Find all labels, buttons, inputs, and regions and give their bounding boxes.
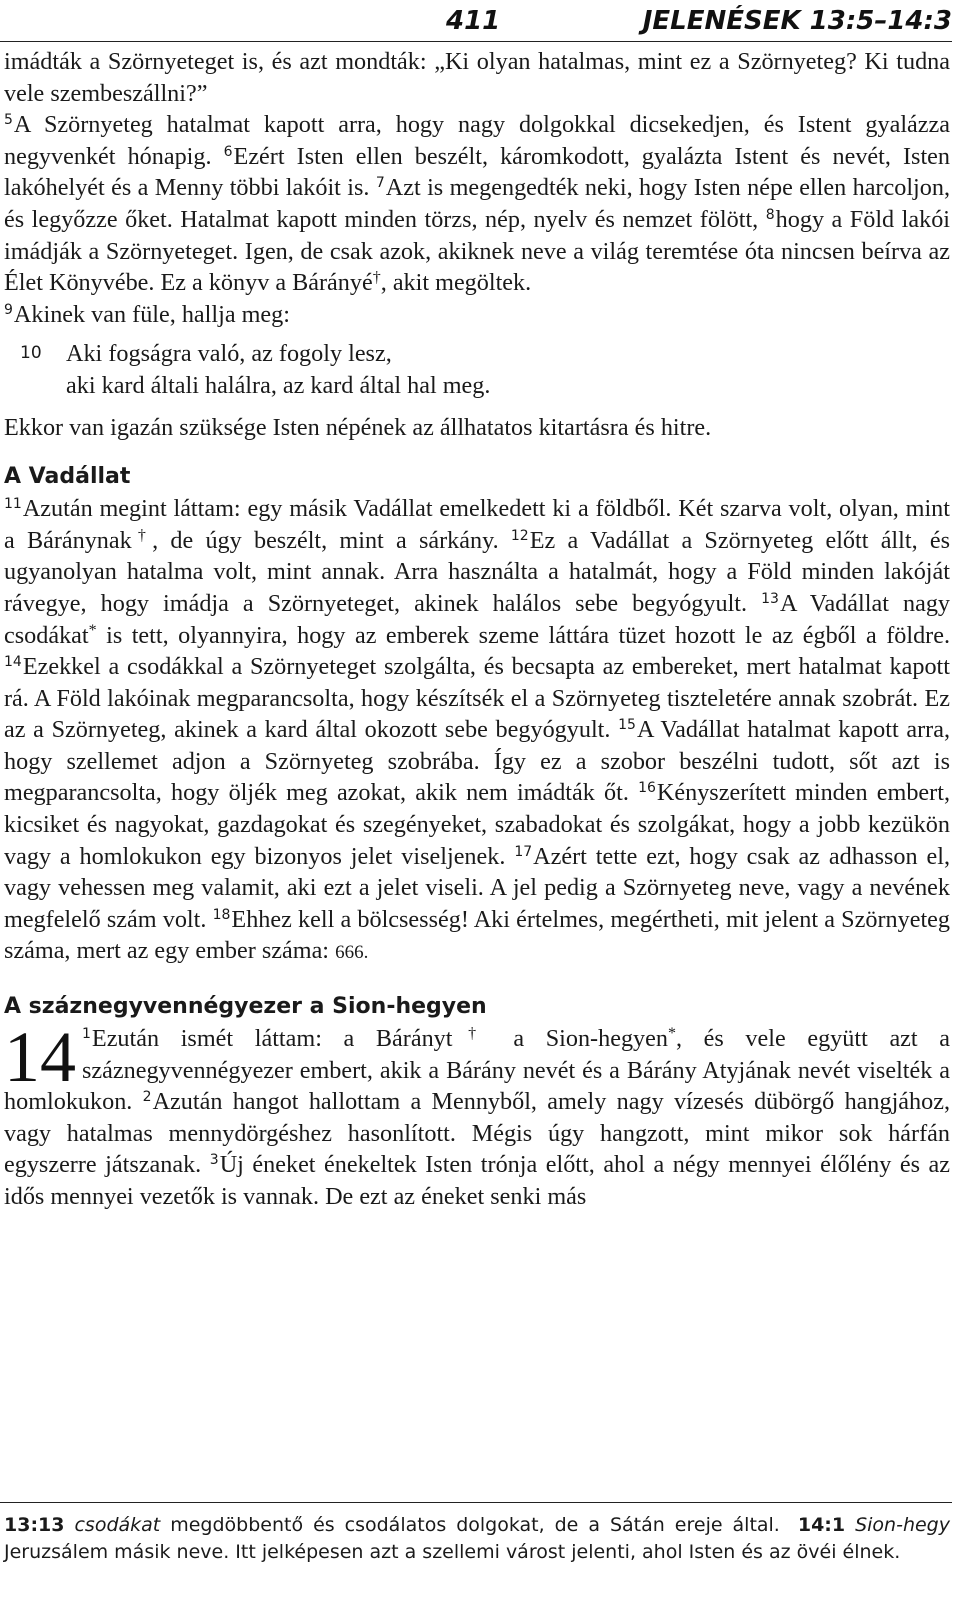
verse-number: 6 — [223, 143, 233, 160]
verse-text: Kényszerített minden embert, kicsiket és nagyokat, gazdagokat és szegényeket, szabadokat és szolgákat, hogy a jobb kezükön vagy a homlokukon egy bizonyos jelet viseljenek. — [4, 779, 950, 870]
verse-number: 14 — [4, 654, 22, 671]
verse-text: imádták a Szörnyeteget is, és azt mondták: „Ki olyan hatalmas, mint ez a Szörnyeteg? Ki tudna vele szembeszállni?” — [4, 48, 950, 107]
verse-text: , akit megöltek. — [380, 269, 532, 297]
verse-number: 16 — [638, 780, 656, 797]
chapter-number: 14 — [4, 1017, 76, 1098]
verse-number: 3 — [209, 1152, 219, 1169]
verse-text: A Vadállat hatalmat kapott arra, hogy szellemet adjon a Szörnyeteg szobrába. Így ez a szobor beszélni tudott, sőt azt is megparancsolta, hogy öljék meg azokat, akik nem imádták őt. — [4, 716, 950, 807]
verse-text: Ekkor van igazán szüksége Isten népének az állhatatos kitartásra és hitre. — [4, 413, 712, 441]
paragraph — [4, 1017, 951, 1213]
header-rule — [0, 41, 952, 42]
poem-block — [4, 338, 950, 401]
verse-text: Akinek van füle, hallja meg: — [13, 300, 290, 328]
verse-text: hogy a Föld lakói imádják a Szörnyeteget. Igen, de csak azok, akiknek neve a világ teremtése óta nincsen beírva az Élet Könyvébe. Ez a könyv a Bárányé — [4, 205, 951, 297]
verse-text: Azután hangot hallottam a Mennyből, amely nagy vízesés dübörgő hangjához, vagy hatalmas mennydörgéshez hasonlított. Mégis úgy hangzott, mint mikor sok hárfán egyszerre játszanak. — [4, 1088, 951, 1179]
verse-number: 17 — [514, 843, 533, 860]
verse-text: a Sion-hegyen — [491, 1025, 668, 1053]
verse-text: Ehhez kell a bölcsesség! Aki értelmes, megértheti, mit jelent a Szörnyeteg száma, mert az egy ember száma: — [4, 905, 950, 965]
verse-text: Új éneket énekeltek Isten trónja előtt, ahol a négy mennyei élőlény és az idős mennyei vezetők is vannak. De ezt az éneket senki más — [4, 1151, 951, 1210]
verse-text: Azt is megengedték neki, hogy Isten népe ellen harcoljon, és legyőzze őket. Hatalmat kapott minden törzs, nép, nyelv és nemzet fölött, — [4, 174, 950, 233]
footnotes — [4, 1512, 950, 1566]
dagger-mark: † — [131, 526, 153, 544]
poem-line: Aki fogságra való, az fogoly lesz, — [66, 340, 392, 368]
footnote-ref: 14:1 — [797, 1514, 846, 1536]
paragraph — [4, 412, 950, 444]
dagger-mark: † — [452, 1025, 492, 1043]
verse-text: A Vadállat nagy csodákat — [4, 589, 951, 649]
paragraph — [4, 46, 950, 109]
verse-number: 2 — [142, 1089, 152, 1106]
verse-text: , de úgy beszélt, mint a sárkány. — [152, 526, 499, 554]
paragraph — [4, 109, 950, 299]
footnote-ref: 13:13 — [4, 1514, 65, 1536]
asterisk-mark: * — [88, 621, 97, 639]
verse-number: 13 — [761, 590, 779, 607]
verse-text: Ezekkel a csodákkal a Szörnyeteget szolgálta, és becsapta az embereket, mert hatalmat kapott rá. A Föld lakóinak megparancsolta, hogy készítsék el a Szörnyeteg tiszteletére annak szobrát. Ez az a Szörnyeteg, akinek a kard által okozott sebe begyógyult. — [4, 653, 950, 744]
body-text — [4, 46, 950, 1213]
verse-text: , és vele együtt azt a száznegyvennégyezer embert, akik a Bárány nevét és a Bárány Atyjának nevét viselték a homlokukon. — [4, 1025, 951, 1116]
asterisk-mark: * — [667, 1025, 676, 1043]
verse-text: Azért tette ezt, hogy csak az adhasson el, vagy vehessen meg valamit, aki ezt a jelet viseli. A jel pedig a Szörnyeteg neve, vagy a nevének megfelelő szám volt. — [4, 842, 950, 933]
footnote-text: megdöbbentő és csodálatos dolgokat, de a Sátán ereje által. — [160, 1514, 780, 1536]
verse-text: Azután megint láttam: egy másik Vadállat emelkedett ki a földből. Két szarva volt, olyan, mint a Báránynak — [4, 495, 950, 554]
section-heading: A Vadállat — [4, 464, 131, 490]
verse-text: Ezért Isten ellen beszélt, káromkodott, gyalázta Istent és nevét, Isten lakóhelyét és a Menny többi lakóit is. — [4, 142, 951, 202]
verse-number: 18 — [212, 906, 231, 923]
verse-number: 12 — [510, 527, 529, 544]
section-heading: A száznegyvennégyezer a Sion-hegyen — [4, 994, 487, 1020]
chapter-reference: JELENÉSEK 13:5–14:3 — [642, 6, 952, 36]
footnote-text: Jeruzsálem másik neve. Itt jelképesen azt a szellemi várost jelenti, ahol Isten és az övéi élnek. — [4, 1541, 901, 1563]
verse-text: Ez a Vadállat a Szörnyeteg előtt állt, és ugyanolyan hatalma volt, mint annak. Arra használta a hatalmát, hogy a Föld minden lakóját rávegye, hogy imádja a Szörnyeteget, akinek halálos sebe begyógyult. — [4, 526, 951, 617]
verse-text: A Szörnyeteg hatalmat kapott arra, hogy nagy dolgokkal dicsekedjen, és Istent gyalázza negyvenkét hónapig. — [4, 111, 950, 170]
poem-line: aki kard általi halálra, az kard által hal meg. — [66, 371, 491, 399]
verse-text: Ezután ismét láttam: a Bárányt — [91, 1025, 453, 1053]
page-number: 411 — [446, 6, 501, 36]
verse-number: 1 — [82, 1026, 91, 1043]
paragraph — [4, 299, 950, 331]
paragraph — [4, 493, 950, 969]
footnote-rule — [0, 1502, 952, 1503]
verse-number: 11 — [4, 496, 22, 513]
number-666: 666. — [335, 942, 369, 964]
footnote-term: csodákat — [74, 1514, 161, 1536]
verse-number: 7 — [375, 175, 385, 192]
verse-number: 10 — [20, 343, 42, 364]
running-header — [0, 6, 952, 40]
verse-number: 5 — [4, 112, 13, 129]
verse-text: is tett, olyannyira, hogy az emberek szeme láttára tüzet hozott le az égből a földre. — [96, 621, 950, 649]
verse-number: 9 — [4, 301, 13, 318]
dagger-mark: † — [372, 269, 381, 287]
verse-number: 8 — [765, 206, 775, 223]
verse-number: 15 — [618, 717, 636, 734]
footnote-term: Sion-hegy — [855, 1514, 950, 1536]
